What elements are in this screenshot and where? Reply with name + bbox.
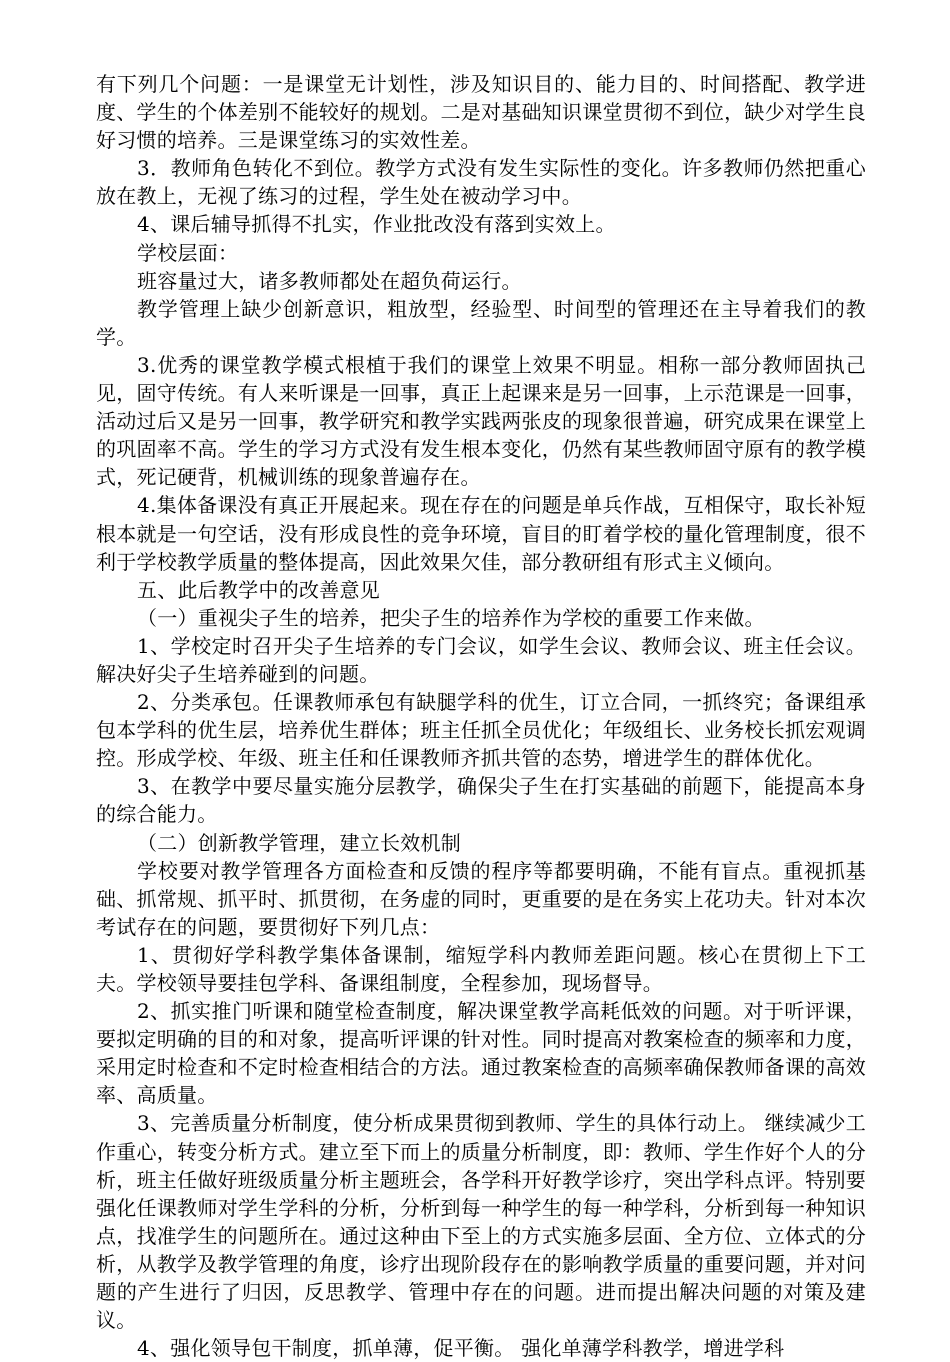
section-heading-school-level: 学校层面： <box>137 240 239 265</box>
paragraph-class-size: 班容量过大，诸多教师都处在超负荷运行。 <box>137 268 522 293</box>
paragraph-teacher-role: 3．教师角色转化不到位。教学方式没有发生实际性的变化。许多教师仍然把重心放在教上，无视了练习的过程，学生处在被动学习中。 <box>96 156 866 209</box>
paragraph-lesson-prep-system: 1、贯彻好学科教学集体备课制，缩短学科内教师差距问题。核心在贯彻上下工夫。学校领导要挂包学科、备课组制度，全程参加，现场督导。 <box>96 942 866 995</box>
paragraph-quality-analysis: 3、完善质量分析制度，使分析成果贯彻到教师、学生的具体行动上。 继续减少工作重心，转变分析方式。建立至下而上的质量分析制度，即：教师、学生作好个人的分析，班主任做好班级质量分析主题班会，各学科开好教学诊疗，突出学科点评。特别要强化任课教师对学生学科的分析，分析到每一种学生的每一种学科，分析到每一种知识点，找准学生的问题所在。通过这种由下至上的方式实施多层面、全方位、立体式的分析，从教学及教学管理的角度，诊疗出现阶段存在的影响教学质量的重要问题，并对问题的产生进行了归因，反思教学、管理中存在的问题。进而提出解决问题的对策及建议。 <box>96 1111 866 1333</box>
paragraph-tiered-teaching: 3、在教学中要尽量实施分层教学，确保尖子生在打实基础的前题下，能提高本身的综合能力。 <box>96 774 866 827</box>
paragraph-leadership-responsibility: 4、强化领导包干制度，抓单薄，促平衡。 强化单薄学科教学，增进学科 <box>137 1336 785 1361</box>
paragraph-collective-lesson-prep: 4.集体备课没有真正开展起来。现在存在的问题是单兵作战，互相保守，取长补短根本就是一句空话，没有形成良性的竞争环境，盲目的盯着学校的量化管理制度，很不利于学校教学质量的整体提高，因此效果欠佳，部分教研组有形式主义倾向。 <box>96 493 866 574</box>
paragraph-management-intro: 学校要对教学管理各方面检查和反馈的程序等都要明确，不能有盲点。重视抓基础、抓常规、抓平时、抓贯彻，在务虚的同时，更重要的是在务实上花功夫。针对本次考试存在的问题，要贯彻好下列几点： <box>96 858 866 939</box>
paragraph-meetings: 1、学校定时召开尖子生培养的专门会议，如学生会议、教师会议、班主任会议。解决好尖子生培养碰到的问题。 <box>96 633 866 686</box>
subheading-management-mechanism: （二）创新教学管理，建立长效机制 <box>137 830 461 855</box>
section-heading-improvements: 五、此后教学中的改善意见 <box>137 577 380 602</box>
paragraph-problems-continued: 有下列几个问题：一是课堂无计划性，涉及知识目的、能力目的、时间搭配、教学进度、学生的个体差别不能较好的规划。二是对基础知识课堂贯彻不到位，缺少对学生良好习惯的培养。三是课堂练习的实效性差。 <box>96 72 866 153</box>
paragraph-management-innovation: 教学管理上缺少创新意识，粗放型，经验型、时间型的管理还在主导着我们的教学。 <box>96 296 866 349</box>
paragraph-contracting: 2、分类承包。任课教师承包有缺腿学科的优生，订立合同，一抓终究；备课组承包本学科的优生层，培养优生群体；班主任抓全员优化；年级组长、业务校长抓宏观调控。形成学校、年级、班主任和任课教师齐抓共管的态势，增进学生的群体优化。 <box>96 690 866 771</box>
paragraph-teaching-model: 3.优秀的课堂教学模式根植于我们的课堂上效果不明显。相称一部分教师固执己见，固守传统。有人来听课是一回事，真正上起课来是另一回事，上示范课是一回事，活动过后又是另一回事，教学研究和教学实践两张皮的现象很普遍，研究成果在课堂上的巩固率不高。学生的学习方式没有发生根本变化，仍然有某些教师固守原有的教学模式，死记硬背，机械训练的现象普遍存在。 <box>96 352 866 490</box>
paragraph-after-class-tutoring: 4、课后辅导抓得不扎实，作业批改没有落到实效上。 <box>137 212 616 237</box>
document-page <box>96 70 866 1362</box>
subheading-top-students: （一）重视尖子生的培养，把尖子生的培养作为学校的重要工作来做。 <box>137 605 765 630</box>
paragraph-class-observation: 2、抓实推门听课和随堂检查制度，解决课堂教学高耗低效的问题。对于听评课，要拟定明确的目的和对象，提高听评课的针对性。同时提高对教案检查的频率和力度，采用定时检查和不定时检查相结合的方法。通过教案检查的高频率确保教师备课的高效率、高质量。 <box>96 999 866 1108</box>
